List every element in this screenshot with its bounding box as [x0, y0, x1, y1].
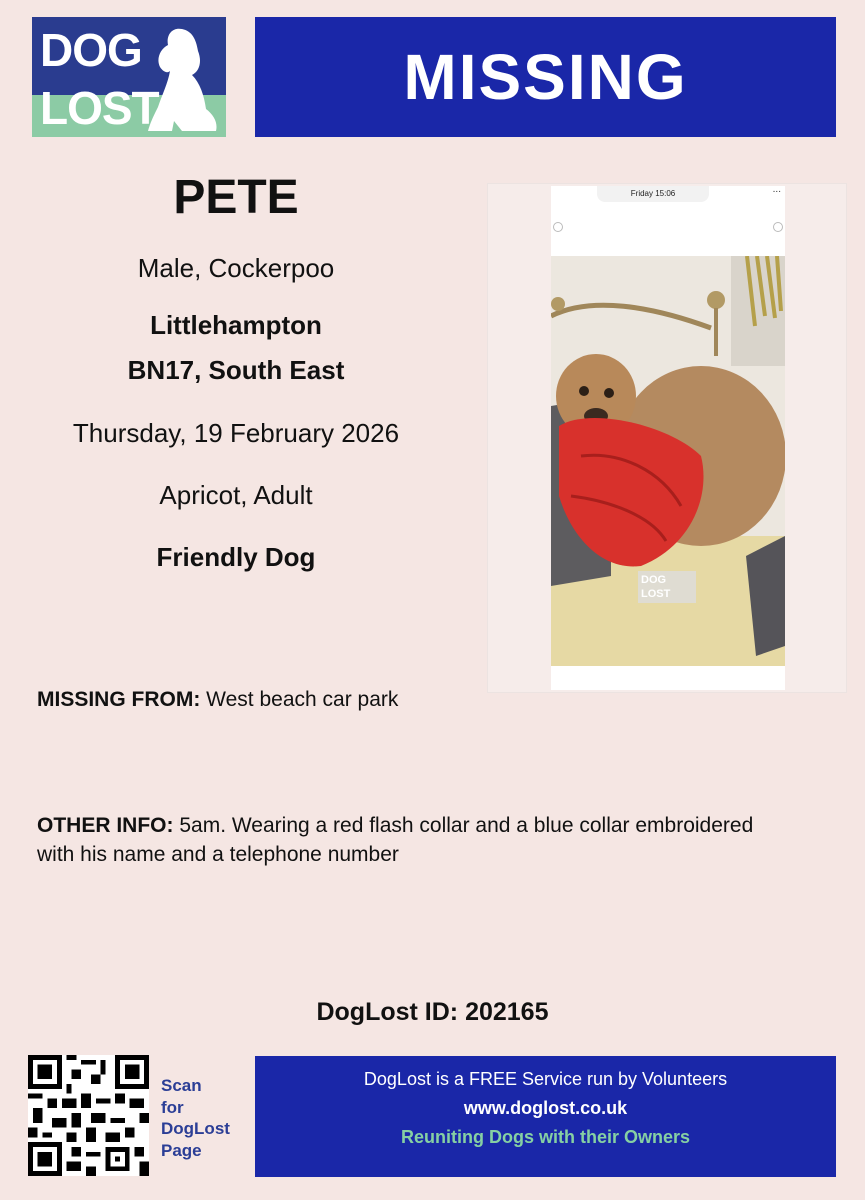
footer-banner — [255, 1056, 836, 1177]
qr-code-icon — [28, 1055, 149, 1176]
phone-status-time: Friday 15:06 — [597, 186, 709, 202]
qr-caption-line4: Page — [161, 1140, 202, 1160]
qr-caption-line1: Scan — [161, 1076, 202, 1095]
footer-service-text: DogLost is a FREE Service run by Volunteers — [363, 1069, 728, 1089]
qr-caption-line3: DogLost — [161, 1119, 230, 1138]
missing-from-value: West beach car park — [206, 688, 399, 711]
sitting-dog-icon — [142, 23, 222, 135]
lost-date: Thursday, 19 February 2026 — [72, 418, 400, 448]
qr-caption — [161, 1075, 230, 1161]
dog-photo — [551, 256, 785, 666]
other-info-label: OTHER INFO: — [37, 814, 174, 837]
missing-from — [37, 685, 757, 714]
other-info-value: 5am. Wearing a red flash collar and a blue collar embroidered with his name and a telephone number — [37, 814, 754, 866]
watermark-line2: LOST — [641, 588, 671, 600]
logo-word-lost: LOST — [40, 82, 159, 134]
footer-tagline: Reuniting Dogs with their Owners — [400, 1127, 690, 1147]
dog-photo-screenshot — [551, 186, 785, 690]
qr-caption-line2: for — [161, 1097, 184, 1117]
dog-color-age: Apricot, Adult — [159, 480, 313, 510]
dog-area: BN17, South East — [127, 355, 345, 385]
dog-temperament: Friendly Dog — [156, 542, 316, 572]
dog-on-bed-illustration — [551, 256, 785, 666]
doglost-watermark — [638, 571, 696, 603]
doglost-id: DogLost ID: 202165 — [316, 998, 549, 1026]
more-dots-icon: ... — [772, 186, 781, 195]
missing-banner: MISSING — [255, 17, 836, 137]
check-icon — [553, 222, 563, 232]
footer-website-link[interactable]: www.doglost.co.uk — [463, 1098, 628, 1118]
dog-sex-breed: Male, Cockerpoo — [137, 253, 335, 283]
dog-name: PETE — [173, 171, 299, 224]
logo-word-dog: DOG — [40, 24, 142, 76]
missing-from-label: MISSING FROM: — [37, 688, 201, 711]
dog-town: Littlehampton — [150, 310, 322, 340]
qr-code[interactable] — [28, 1055, 149, 1176]
profile-icon — [773, 222, 783, 232]
other-info — [37, 811, 757, 869]
doglost-logo — [32, 17, 226, 137]
watermark-line1: DOG — [641, 574, 667, 586]
